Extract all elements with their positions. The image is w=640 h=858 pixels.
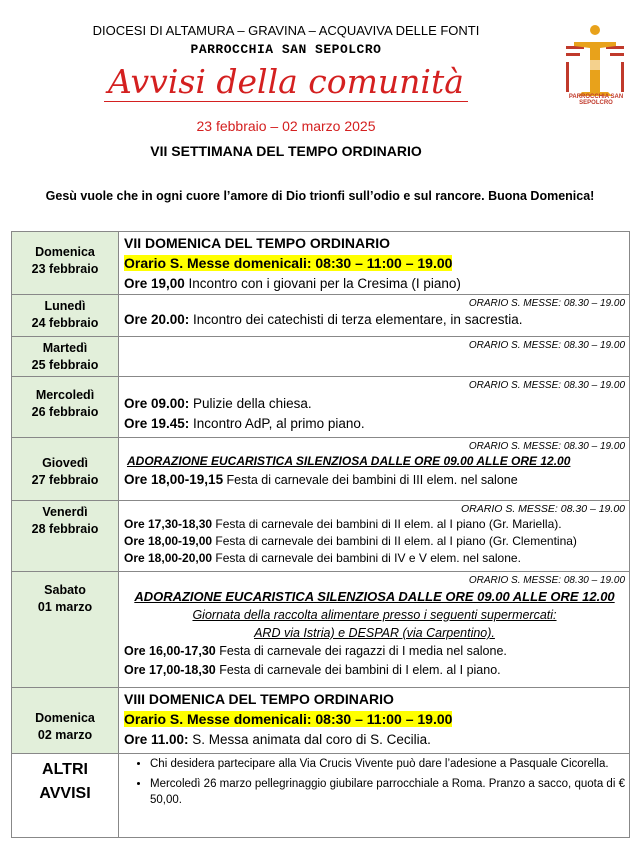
logo-caption: PARROCCHIA SAN SEPOLCRO: [568, 94, 624, 106]
day-cell: [12, 295, 119, 337]
day-date: 24 febbraio: [31, 316, 99, 330]
mass-schedule: ORARIO S. MESSE: 08.30 – 19.00: [468, 340, 625, 351]
week-title: VII SETTIMANA DEL TEMPO ORDINARIO: [150, 143, 422, 159]
weekly-quote: Gesù vuole che in ogni cuore l’amore di Dio trionfi sull’odio e sul rancore. Buona Domenica!: [45, 189, 595, 203]
day-date: 28 febbraio: [31, 522, 99, 536]
mass-schedule: ORARIO S. MESSE: 08.30 – 19.00: [468, 575, 625, 586]
other-notices-label: AVVISI: [39, 785, 91, 802]
day-name: Lunedì: [44, 299, 86, 313]
mass-schedule: ORARIO S. MESSE: 08.30 – 19.00: [461, 503, 625, 515]
other-notices-label: ALTRI: [42, 761, 88, 778]
day-date: 23 febbraio: [31, 262, 99, 276]
table-row: [12, 501, 630, 572]
day-name: Sabato: [44, 583, 86, 597]
page-title: [0, 62, 572, 101]
day-cell: [12, 232, 119, 295]
content-cell: [119, 501, 630, 572]
event-time: Ore 18,00-19,15: [124, 472, 224, 487]
event-time: Ore 20.00:: [124, 312, 190, 327]
content-cell: [119, 295, 630, 337]
event-text: Incontro AdP, al primo piano.: [189, 416, 365, 431]
day-name: Giovedì: [42, 456, 88, 470]
event-time: Ore 16,00-17,30: [124, 644, 216, 658]
table-row: [12, 232, 630, 295]
day-cell: [12, 688, 119, 754]
event-text: Festa di carnevale dei bambini di IV e V elem. nel salone.: [212, 551, 521, 565]
event-text: Incontro con i giovani per la Cresima (I piano): [184, 276, 461, 291]
mass-schedule: ORARIO S. MESSE: 08.30 – 19.00: [468, 298, 625, 309]
day-date: 26 febbraio: [31, 405, 99, 419]
food-collection-stores: ARD via Istria) e DESPAR (via Carpentino).: [254, 626, 495, 640]
content-cell: [119, 438, 630, 501]
weekly-schedule-table: [11, 231, 630, 838]
event-text: Festa di carnevale dei bambini di II elem. al I piano (Gr. Clementina): [212, 534, 577, 548]
content-cell: [119, 688, 630, 754]
event-text: Incontro dei catechisti di terza elementare, in sacrestia.: [189, 312, 523, 327]
event-time: Ore 17,30-18,30: [124, 517, 213, 531]
day-cell: [12, 501, 119, 572]
table-row: [12, 295, 630, 337]
page-title-text: Avvisi della comunità: [104, 62, 468, 102]
day-name: Martedì: [42, 341, 88, 355]
content-cell: [119, 337, 630, 377]
mass-times-highlight: Orario S. Messe domenicali: 08:30 – 11:00 – 19.00: [124, 255, 453, 271]
day-date: 02 marzo: [37, 728, 93, 742]
event-text: S. Messa animata dal coro di S. Cecilia.: [188, 732, 431, 747]
day-name: Domenica: [35, 245, 95, 259]
other-notices-label-cell: [12, 754, 119, 838]
content-cell: [119, 572, 630, 688]
event-time: Ore 19.45:: [124, 416, 190, 431]
table-row: [12, 754, 630, 838]
event-time: Ore 09.00:: [124, 396, 190, 411]
other-notices-list: [124, 756, 625, 808]
content-cell: [119, 232, 630, 295]
date-range: 23 febbraio – 02 marzo 2025: [196, 118, 376, 134]
event-text: Festa di carnevale dei bambini di II elem. al I piano (Gr. Mariella).: [212, 517, 562, 531]
table-row: [12, 572, 630, 688]
event-text: Festa di carnevale dei bambini di III elem. nel salone: [223, 473, 518, 487]
day-name: Mercoledì: [35, 388, 95, 402]
event-time: Ore 18,00-19,00: [124, 534, 213, 548]
table-row: [12, 337, 630, 377]
day-cell: [12, 572, 119, 688]
event-text: Festa di carnevale dei ragazzi di I media nel salone.: [215, 644, 507, 658]
event-time: Ore 19,00: [124, 276, 185, 291]
list-item: • Mercoledì 26 marzo pellegrinaggio giubilare parrocchiale a Roma. Pranzo a sacco, quota di € 50,00.: [150, 776, 625, 808]
sunday-title: VIII DOMENICA DEL TEMPO ORDINARIO: [124, 691, 394, 707]
sunday-title: VII DOMENICA DEL TEMPO ORDINARIO: [124, 235, 391, 251]
day-cell: [12, 377, 119, 438]
event-time: Ore 18,00-20,00: [124, 551, 213, 565]
event-time: Ore 11.00:: [124, 732, 189, 747]
day-date: 01 marzo: [37, 600, 93, 614]
mass-times-highlight: Orario S. Messe domenicali: 08:30 – 11:00 – 19.00: [124, 711, 453, 727]
mass-schedule: ORARIO S. MESSE: 08.30 – 19.00: [468, 380, 625, 391]
table-row: [12, 688, 630, 754]
adoration-notice: ADORAZIONE EUCARISTICA SILENZIOSA DALLE ORE 09.00 ALLE ORE 12.00: [127, 454, 571, 468]
day-date: 25 febbraio: [31, 358, 99, 372]
day-name: Domenica: [35, 711, 95, 725]
table-row: [12, 377, 630, 438]
mass-schedule: ORARIO S. MESSE: 08.30 – 19.00: [468, 441, 625, 452]
list-item: • Chi desidera partecipare alla Via Crucis Vivente può dare l’adesione a Pasquale Cicorella.: [150, 756, 625, 772]
day-date: 27 febbraio: [31, 473, 99, 487]
day-cell: [12, 438, 119, 501]
parish-heading: PARROCCHIA SAN SEPOLCRO: [190, 42, 382, 57]
content-cell: [119, 377, 630, 438]
event-time: Ore 17,00-18,30: [124, 663, 216, 677]
event-text: Festa di carnevale dei bambini di I elem. al I piano.: [215, 663, 501, 677]
other-notices-cell: [119, 754, 630, 838]
event-text: Pulizie della chiesa.: [189, 396, 312, 411]
day-cell: [12, 337, 119, 377]
diocese-heading: DIOCESI DI ALTAMURA – GRAVINA – ACQUAVIVA DELLE FONTI: [92, 23, 480, 38]
food-collection-notice: Giornata della raccolta alimentare presso i seguenti supermercati:: [192, 608, 557, 622]
table-row: [12, 438, 630, 501]
adoration-notice: ADORAZIONE EUCARISTICA SILENZIOSA DALLE ORE 09.00 ALLE ORE 12.00: [134, 589, 615, 604]
day-name: Venerdì: [42, 505, 88, 519]
